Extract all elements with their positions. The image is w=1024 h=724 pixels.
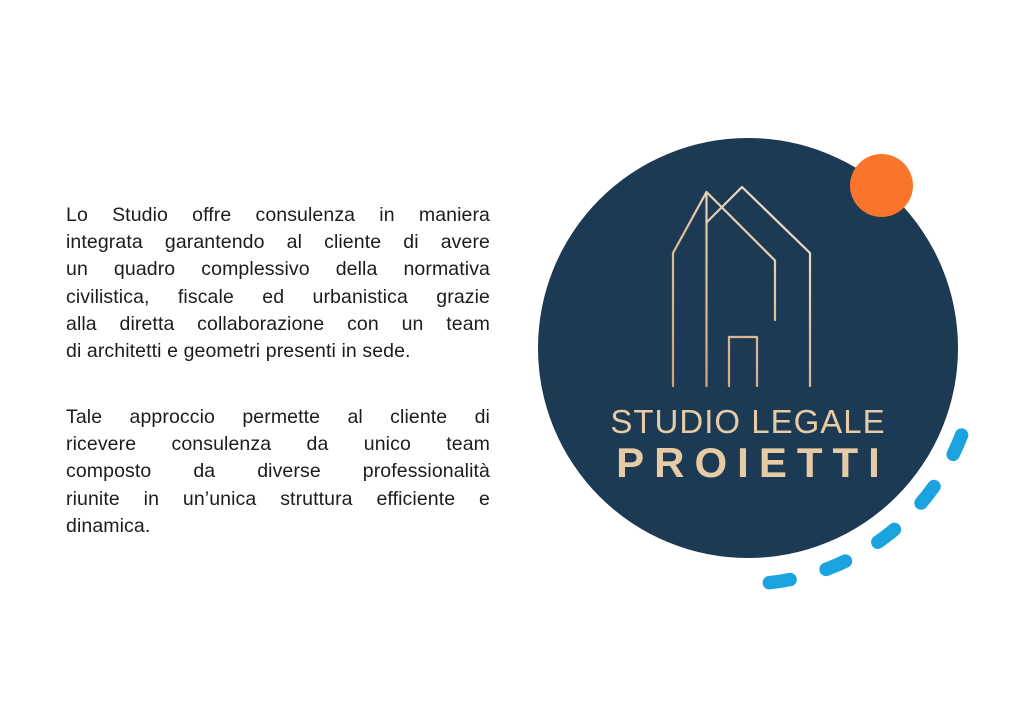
- text-line: integrata garantendo al cliente di avere: [66, 231, 490, 254]
- dashed-arc-icon: [720, 400, 1020, 620]
- text-line: composto da diverse professionalità: [66, 460, 490, 483]
- house-outline-icon: [648, 170, 832, 398]
- logo-studio-legale-text: STUDIO LEGALE: [610, 403, 886, 440]
- text-line: Lo Studio offre consulenza in maniera: [66, 204, 490, 226]
- orange-dot-icon: [850, 154, 913, 217]
- text-line: alla diretta collaborazione con un team: [66, 312, 490, 335]
- intro-paragraph-2: [66, 404, 490, 540]
- text-line: Tale approccio permette al cliente di: [66, 406, 490, 428]
- logo-proietti-text: PROIETTI: [616, 439, 890, 486]
- text-line: civilistica, fiscale ed urbanistica grazie: [66, 285, 490, 308]
- text-line: ricevere consulenza da unico team: [66, 433, 490, 456]
- text-line: dinamica.: [66, 514, 151, 537]
- intro-paragraph-1: [66, 202, 490, 365]
- text-line: di architetti e geometri presenti in sede.: [66, 340, 411, 363]
- text-line: un quadro complessivo della normativa: [66, 258, 490, 281]
- text-line: riunite in un’unica struttura efficiente e: [66, 487, 490, 510]
